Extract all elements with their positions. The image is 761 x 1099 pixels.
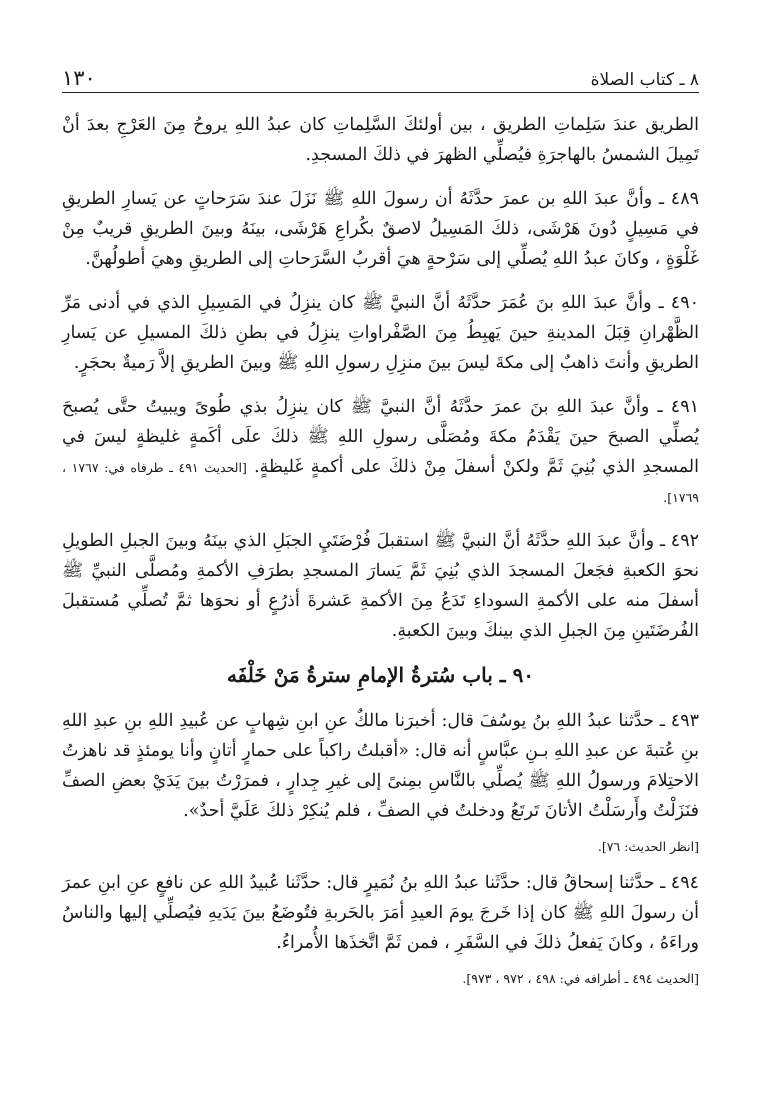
hadith-492: ٤٩٢ ـ وأنَّ عبدَ اللهِ حدَّثَهُ أنَّ النبيَّ ﷺ استقبلَ فُرْضَتَيِ الجبَلِ الذي بينَهُ وبينَ الجبلِ الطويلِ نحوَ الكعبةِ فجَعلَ المسجدَ الذي بُنِيَ ثَمَّ يَسارَ المسجدِ بطرَفِ الأكمةِ ومُصلَّى النبيِّ ﷺ أسفلَ منه على الأكمةِ السوداءِ تَدَعُ مِنَ الأكمةِ عَشرةَ أذرُعٍ أو نحوَها ثمَّ تُصلِّي مُستقبلَ الفُرضَتَينِ مِنَ الجبلِ الذي بينكَ وبينَ الكعبةِ. bbox=[62, 531, 699, 641]
header-rule bbox=[62, 92, 699, 93]
hadith-491-text: ٤٩١ ـ وأنَّ عبدَ اللهِ بنَ عمرَ حدَّثَهُ أنَّ النبيَّ ﷺ كان ينزِلُ بذي طُوىً ويبيتُ حتَّى يُصبحَ يُصلِّي الصبحَ حينَ يَقْدَمُ مكةَ ومُصَلَّى رسولِ اللهِ ﷺ ذلكَ علَى أكَمةٍ غليظةٍ ليسَ في المسجدِ الذي بُنِيَ ثَمَّ ولكنْ أسفلَ مِنْ ذلكَ على أكمةٍ غَليظةٍ. bbox=[62, 397, 699, 477]
hadith-494: ٤٩٤ ـ حدَّثنا إسحاقُ قال: حدَّثَنا عبدُ اللهِ بنُ نُمَيرٍ قال: حدَّثَنا عُبيدُ اللهِ عن نافعٍ عنِ ابنِ عمرَ أن رسولَ اللهِ ﷺ كان إذا خَرجَ يومَ العيدِ أمَرَ بالحَربةِ فتُوضَعُ بينَ يَدَيهِ فيُصلِّي إليها والناسُ وراءَهُ ، وكانَ يَفعلُ ذلكَ في السَّفَرِ ، فمن ثَمَّ اتَّخذَها الأُمراءُ. bbox=[62, 873, 699, 953]
hadith-494-reference: [الحديث ٤٩٤ ـ أطرافه في: ٤٩٨ ، ٩٧٢ ، ٩٧٣]. bbox=[462, 971, 699, 986]
paragraph-continuation: الطريق عندَ سَلِماتِ الطريق ، بين أولئكَ السَّلِماتِ كان عبدُ اللهِ يروحُ مِنَ العَرْجِ بعدَ أنْ تَمِيلَ الشمسُ بالهاجرَةِ فيُصلِّي الظهرَ في ذلكَ المسجدِ. bbox=[62, 115, 699, 165]
running-chapter-title: ٨ ـ كتاب الصلاة bbox=[590, 70, 699, 90]
hadith-493-reference: [انظر الحديث: ٧٦]. bbox=[597, 839, 699, 854]
hadith-490: ٤٩٠ ـ وأنَّ عبدَ اللهِ بنَ عُمَرَ حدَّثَهُ أنَّ النبيَّ ﷺ كان ينزِلُ في المَسِيلِ الذي في أدنى مَرِّ الظَّهْرانِ قِبَلَ المدينةِ حينَ يَهبِطُ مِنَ الصَّفْراواتِ ينزِلُ في بطنِ ذلكَ المسيلِ عن يَسارِ الطريقِ وأنتَ ذاهبٌ إلى مكةَ ليسَ بينَ منزِلِ رسولِ اللهِ ﷺ وبينَ الطريقِ إلاَّ رَميةٌ بحجَرٍ. bbox=[62, 293, 699, 373]
page-header bbox=[62, 60, 699, 90]
hadith-493: ٤٩٣ ـ حدَّثنا عبدُ اللهِ بنُ يوسُفَ قال: أخبرَنا مالكٌ عنِ ابنِ شِهابٍ عن عُبيدِ اللهِ بنِ عبدِ اللهِ بنِ عُتبةَ عن عبدِ اللهِ بـنِ عبَّاسٍ أنه قال: «أقبلتُ راكباً على حمارٍ أتانٍ وأنا يومئذٍ قد ناهزتُ الاحتِلامَ ورسولُ اللهِ ﷺ يُصلِّي بالنَّاسِ بمِنىً إلى غيرِ جِدارٍ ، فمرَرْتُ بينَ يَدَيْ بعضِ الصفِّ فنَزَلْتُ وأَرسَلْتُ الأتانَ تَرتَعُ ودخلتُ في الصفِّ ، فلم يُنكِرْ ذلكَ عَلَيَّ أحدٌ». bbox=[62, 711, 699, 821]
hadith-491 bbox=[62, 392, 699, 512]
page-body bbox=[62, 110, 699, 1000]
hadith-489: ٤٨٩ ـ وأنَّ عبدَ اللهِ بن عمرَ حدَّثَهُ أن رسولَ اللهِ ﷺ نَزَلَ عندَ سَرَحاتٍ عن يَسارِ الطريقِ في مَسِيلٍ دُونَ هَرْشَى، ذلكَ المَسِيلُ لاصقٌ بكُراعِ هَرْشَى، بينَهُ وبينَ الطريقِ قريبٌ مِنْ غَلْوَةٍ ، وكانَ عبدُ اللهِ يُصلِّي إلى سَرْحةٍ هيَ أقربُ السَّرَحاتِ إلى الطريقِ وهيَ أطولُهنَّ. bbox=[62, 189, 699, 269]
chapter-heading: ٩٠ ـ باب سُترةُ الإمامِ سترةُ مَنْ خَلْفَه bbox=[226, 663, 535, 687]
page-number: ١٣٠ bbox=[62, 66, 96, 90]
hadith-491-reference: [الحديث ٤٩١ ـ طرفاه في: ١٧٦٧ ، ١٧٦٩]. bbox=[62, 460, 699, 505]
